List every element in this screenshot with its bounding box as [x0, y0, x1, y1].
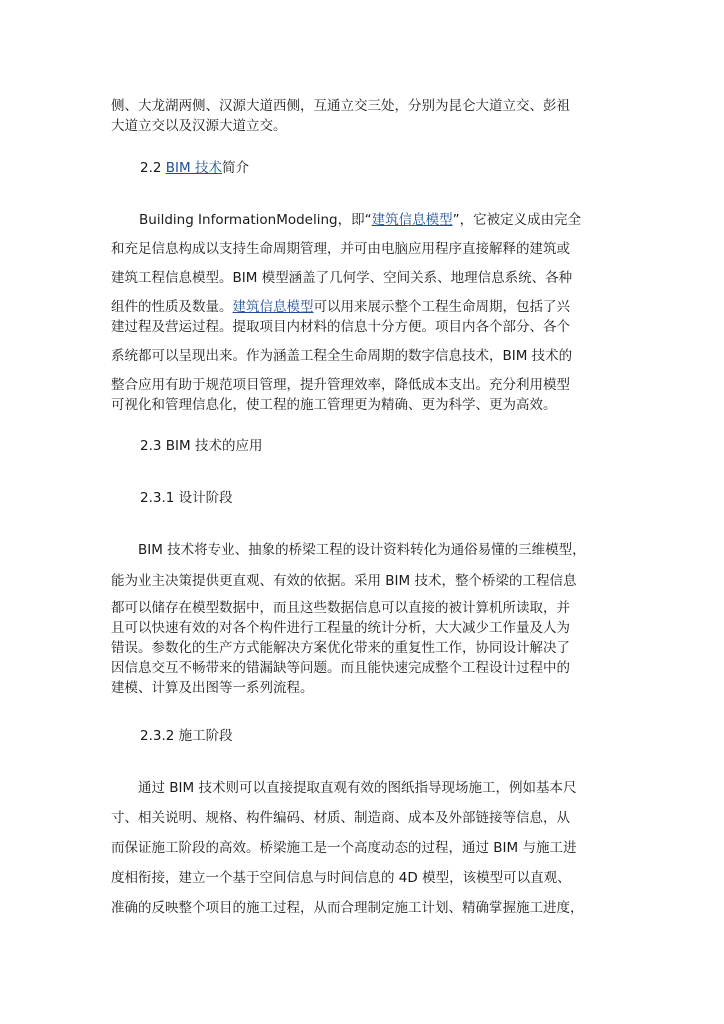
text-line: 而保证施工阶段的高效。桥梁施工是一个高度动态的过程，通过 BIM 与施工进	[111, 840, 577, 856]
text-line: 整合应用有助于规范项目管理，提升管理效率，降低成本支出。充分利用模型	[111, 377, 570, 393]
text-fragment: 组件的性质及数量。	[111, 299, 233, 315]
text-line: BIM 技术将专业、抽象的桥梁工程的设计资料转化为通俗易懂的三维模型，	[111, 542, 586, 558]
paragraph-bim-definition	[111, 210, 615, 415]
building-info-model-link[interactable]: 建筑信息模型	[232, 299, 314, 315]
text-line: 且可以快速有效的对各个构件进行工程量的统计分析，大大减少工作量及人为	[111, 620, 570, 636]
section-heading-2-3: 2.3 BIM 技术的应用	[140, 438, 263, 454]
text-fragment: 可以用来展示整个工程生命周期，包括了兴	[313, 299, 570, 315]
text-line: 因信息交互不畅带来的错漏缺等问题。而且能快速完成整个工程设计过程中的	[111, 660, 570, 676]
paragraph-construction-stage	[111, 778, 615, 918]
text-line: 准确的反映整个项目的施工过程，从而合理制定施工计划、精确掌握施工进度，	[111, 900, 584, 916]
building-info-model-link[interactable]: 建筑信息模型	[371, 212, 453, 228]
text-line	[111, 210, 615, 230]
text-line: 建模、计算及出图等一系列流程。	[111, 680, 314, 696]
text-line: 系统都可以呈现出来。作为涵盖工程全生命周期的数字信息技术，BIM 技术的	[111, 348, 573, 364]
text-fragment: ”，它被定义成由完全	[452, 212, 582, 228]
paragraph-intro-continuation	[111, 96, 615, 136]
heading-number: 2.2	[140, 160, 166, 176]
paragraph-design-stage	[111, 540, 615, 698]
text-line: 和充足信息构成以支持生命周期管理，并可由电脑应用程序直接解释的建筑或	[111, 241, 570, 257]
text-fragment: Building InformationModeling，即“	[139, 212, 372, 228]
text-line: 建过程及营运过程。提取项目内材料的信息十分方便。项目内各个部分、各个	[111, 319, 570, 335]
text-line: 能为业主决策提供更直观、有效的依据。采用 BIM 技术，整个桥梁的工程信息	[111, 573, 577, 589]
text-line: 建筑工程信息模型。BIM 模型涵盖了几何学、空间关系、地理信息系统、各种	[111, 270, 573, 286]
text-line: 侧、大龙湖两侧、汉源大道西侧，互通立交三处，分别为昆仑大道立交、彭祖	[111, 98, 570, 114]
text-line: 可视化和管理信息化，使工程的施工管理更为精确、更为科学、更为高效。	[111, 397, 557, 413]
heading-suffix: 简介	[221, 160, 249, 176]
text-line: 大道立交以及汉源大道立交。	[111, 118, 287, 134]
text-line: 通过 BIM 技术则可以直接提取直观有效的图纸指导现场施工，例如基本尺	[111, 780, 577, 796]
text-line: 寸、相关说明、规格、构件编码、材质、制造商、成本及外部链接等信息，从	[111, 810, 570, 826]
section-heading-2-3-2: 2.3.2 施工阶段	[140, 728, 233, 744]
text-line: 都可以储存在模型数据中，而且这些数据信息可以直接的被计算机所读取，并	[111, 600, 570, 616]
bim-tech-link[interactable]: BIM 技术	[165, 160, 222, 176]
section-heading-2-2	[140, 158, 249, 178]
text-line	[111, 297, 615, 317]
text-line: 度相衔接，建立一个基于空间信息与时间信息的 4D 模型，该模型可以直观、	[111, 870, 571, 886]
text-line: 错误。参数化的生产方式能解决方案优化带来的重复性工作，协同设计解决了	[111, 640, 570, 656]
section-heading-2-3-1: 2.3.1 设计阶段	[140, 490, 233, 506]
